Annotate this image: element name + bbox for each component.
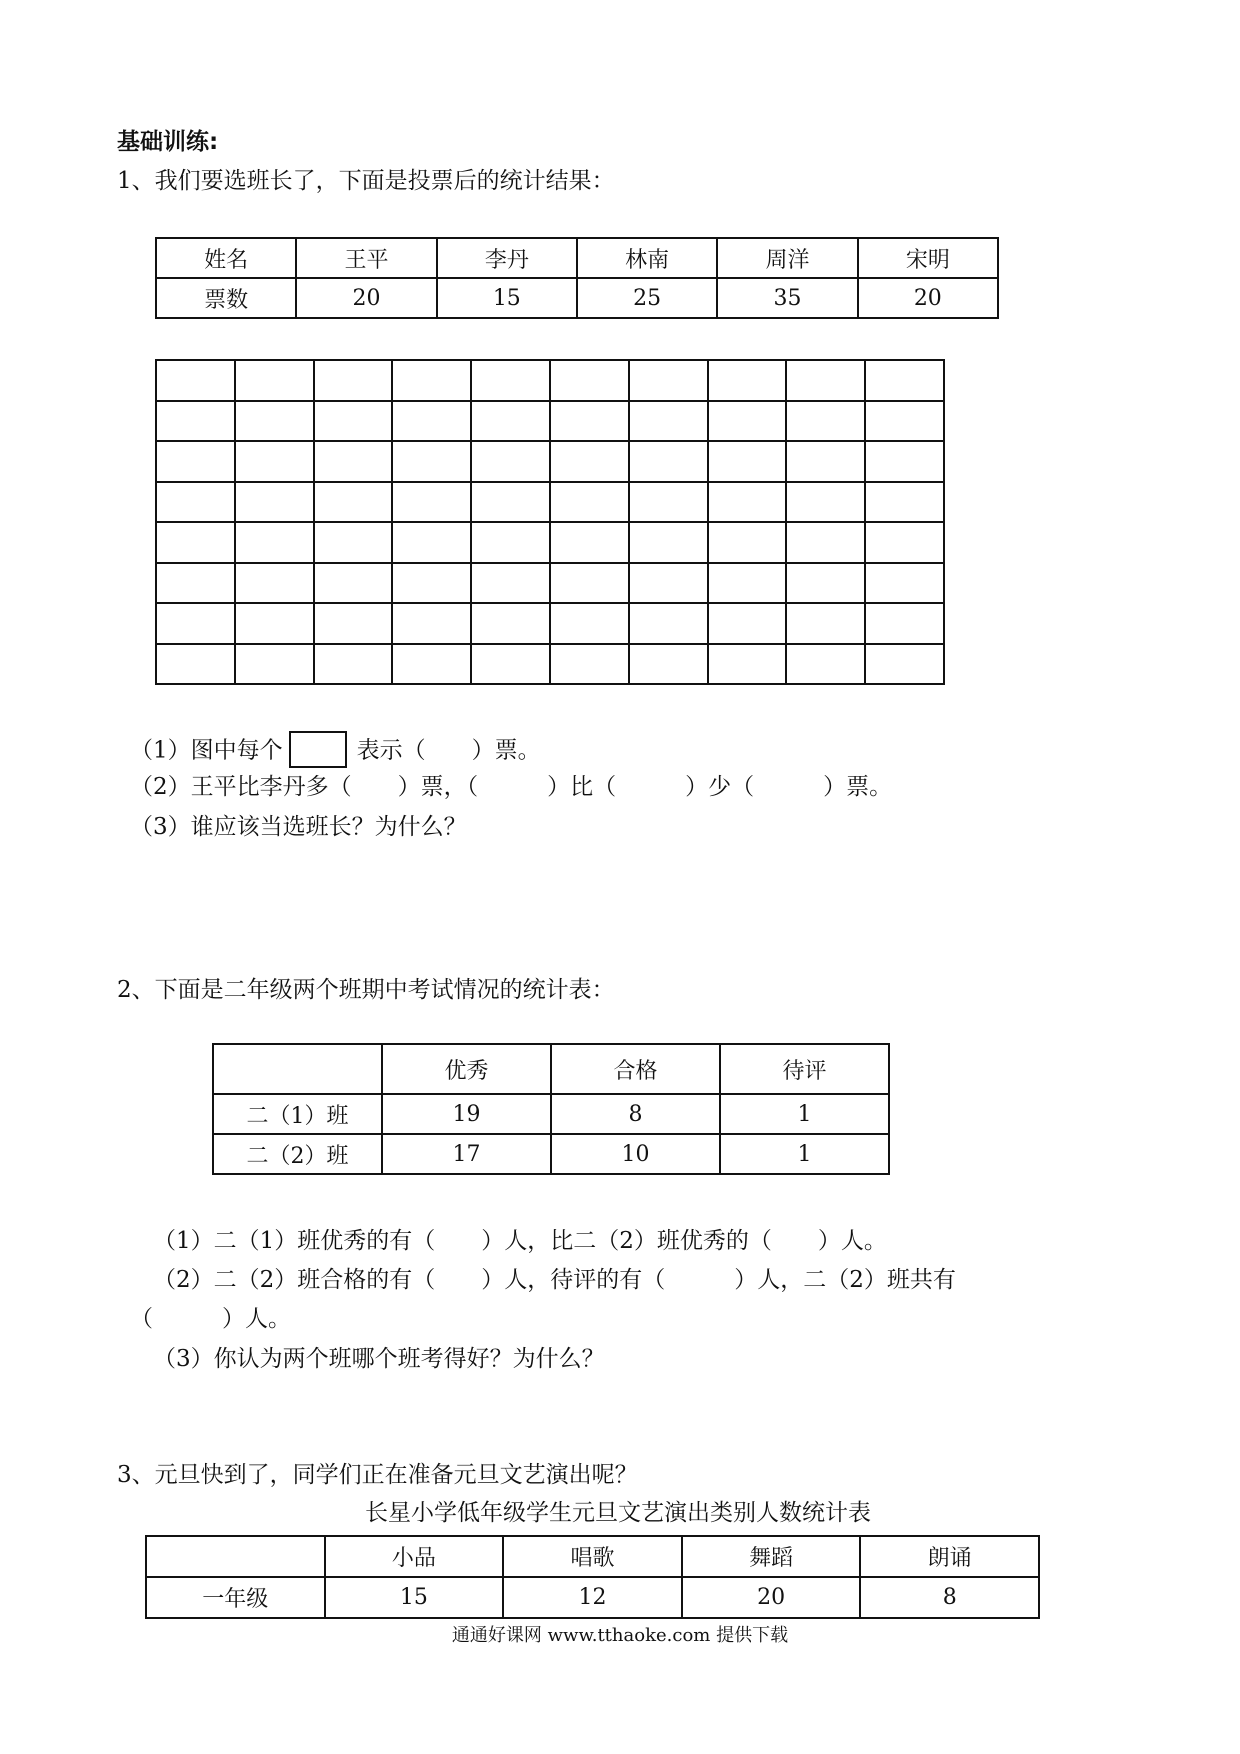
grid-cell — [708, 522, 787, 563]
grid-cell — [550, 401, 629, 442]
grid-cell — [865, 360, 944, 401]
grid-cell — [865, 401, 944, 442]
grid-cell — [629, 401, 708, 442]
grid-cell — [471, 603, 550, 644]
grid-cell — [471, 644, 550, 685]
grid-cell — [314, 401, 393, 442]
grid-cell — [550, 360, 629, 401]
exam-table — [212, 1043, 890, 1175]
table-row — [156, 278, 998, 318]
grid-cell — [786, 563, 865, 604]
grid-row — [156, 401, 944, 442]
grid-row — [156, 441, 944, 482]
table-row — [213, 1134, 889, 1174]
table-cell: 宋明 — [858, 238, 998, 278]
table-cell — [146, 1536, 325, 1577]
grid-cell — [156, 522, 235, 563]
q1-sub1-suffix: 表示（ ）票。 — [356, 737, 541, 764]
table-cell: 25 — [577, 278, 717, 318]
table-cell: 20 — [682, 1577, 861, 1618]
grid-cell — [235, 401, 314, 442]
grid-row — [156, 482, 944, 523]
grid-cell — [392, 563, 471, 604]
grid-row — [156, 603, 944, 644]
grid-cell — [550, 441, 629, 482]
grid-cell — [392, 522, 471, 563]
grid-cell — [471, 563, 550, 604]
table-cell: 姓名 — [156, 238, 296, 278]
grid-cell — [392, 603, 471, 644]
grid-cell — [865, 482, 944, 523]
table-cell: 20 — [296, 278, 436, 318]
q1-sub1-prefix: （1）图中每个 — [130, 737, 283, 764]
grid-cell — [629, 441, 708, 482]
table-cell: 一年级 — [146, 1577, 325, 1618]
grid-row — [156, 522, 944, 563]
table-cell: 1 — [720, 1094, 889, 1134]
table-row — [146, 1536, 1039, 1577]
grid-row — [156, 360, 944, 401]
grid-cell — [708, 563, 787, 604]
grid-cell — [314, 603, 393, 644]
grid-cell — [550, 522, 629, 563]
table-cell: 票数 — [156, 278, 296, 318]
grid-cell — [629, 360, 708, 401]
table-cell: 王平 — [296, 238, 436, 278]
grid-cell — [865, 563, 944, 604]
table-cell: 8 — [860, 1577, 1039, 1618]
q1-stem: 1、我们要选班长了，下面是投票后的统计结果： — [117, 168, 615, 194]
grid-cell — [235, 644, 314, 685]
q1-sub1 — [130, 731, 541, 772]
table-row — [146, 1577, 1039, 1618]
grid-cell — [471, 441, 550, 482]
grid-cell — [471, 522, 550, 563]
grid-square-icon — [289, 731, 347, 768]
grid-cell — [314, 522, 393, 563]
q3-stem: 3、元旦快到了，同学们正在准备元旦文艺演出呢？ — [117, 1462, 638, 1488]
grid-cell — [392, 482, 471, 523]
grid-cell — [550, 644, 629, 685]
grid-cell — [865, 441, 944, 482]
grid-cell — [708, 644, 787, 685]
table-cell: 林南 — [577, 238, 717, 278]
grid-cell — [471, 482, 550, 523]
grid-cell — [235, 482, 314, 523]
grid-cell — [314, 360, 393, 401]
table-cell: 合格 — [551, 1044, 720, 1094]
table-row — [213, 1044, 889, 1094]
grid-cell — [156, 360, 235, 401]
grid-cell — [314, 482, 393, 523]
grid-cell — [235, 603, 314, 644]
grid-cell — [629, 522, 708, 563]
grid-cell — [865, 603, 944, 644]
table-cell: 1 — [720, 1134, 889, 1174]
grid-cell — [392, 441, 471, 482]
grid-cell — [235, 522, 314, 563]
grid-row — [156, 563, 944, 604]
grid-cell — [865, 522, 944, 563]
grid-cell — [786, 522, 865, 563]
table-cell: 8 — [551, 1094, 720, 1134]
section-title: 基础训练: — [117, 129, 219, 155]
table-cell: 待评 — [720, 1044, 889, 1094]
grid-cell — [156, 603, 235, 644]
grid-cell — [629, 603, 708, 644]
grid-cell — [314, 441, 393, 482]
grid-row — [156, 644, 944, 685]
grid-cell — [235, 441, 314, 482]
grid-cell — [156, 563, 235, 604]
grid-cell — [235, 563, 314, 604]
table-cell: 唱歌 — [503, 1536, 682, 1577]
footer-credit: 通通好课网 www.tthaoke.com 提供下载 — [451, 1625, 789, 1646]
q1-sub3: （3）谁应该当选班长？为什么？ — [130, 814, 467, 840]
performance-table — [145, 1535, 1040, 1619]
table-cell: 二（2）班 — [213, 1134, 382, 1174]
grid-cell — [629, 482, 708, 523]
grid-cell — [708, 603, 787, 644]
grid-cell — [708, 482, 787, 523]
table-cell: 李丹 — [437, 238, 577, 278]
grid-cell — [629, 644, 708, 685]
blank-chart-grid — [155, 359, 945, 685]
grid-cell — [314, 563, 393, 604]
table-row — [156, 238, 998, 278]
table-cell: 优秀 — [382, 1044, 551, 1094]
table-cell: 19 — [382, 1094, 551, 1134]
grid-cell — [156, 644, 235, 685]
vote-table — [155, 237, 999, 319]
grid-cell — [786, 603, 865, 644]
grid-cell — [314, 644, 393, 685]
grid-cell — [786, 482, 865, 523]
table-cell: 周洋 — [717, 238, 857, 278]
q2-sub2-line1: （2）二（2）班合格的有（ ）人，待评的有（ ）人，二（2）班共有 — [153, 1267, 956, 1293]
grid-cell — [392, 360, 471, 401]
q2-stem: 2、下面是二年级两个班期中考试情况的统计表： — [117, 977, 615, 1003]
grid-cell — [708, 441, 787, 482]
grid-cell — [550, 563, 629, 604]
grid-cell — [471, 360, 550, 401]
grid-cell — [235, 360, 314, 401]
grid-cell — [786, 360, 865, 401]
q2-sub3: （3）你认为两个班哪个班考得好？为什么？ — [153, 1346, 605, 1372]
grid-cell — [550, 482, 629, 523]
grid-cell — [392, 401, 471, 442]
table-cell: 17 — [382, 1134, 551, 1174]
table-cell — [213, 1044, 382, 1094]
q2-sub2-line2: （ ）人。 — [130, 1306, 291, 1332]
table-cell: 10 — [551, 1134, 720, 1174]
table-cell: 20 — [858, 278, 998, 318]
grid-cell — [156, 401, 235, 442]
grid-cell — [786, 401, 865, 442]
table-cell: 12 — [503, 1577, 682, 1618]
table-cell: 二（1）班 — [213, 1094, 382, 1134]
table-cell: 15 — [325, 1577, 504, 1618]
grid-cell — [156, 441, 235, 482]
q3-table-title: 长星小学低年级学生元旦文艺演出类别人数统计表 — [365, 1500, 871, 1526]
grid-cell — [708, 360, 787, 401]
table-row — [213, 1094, 889, 1134]
grid-cell — [786, 441, 865, 482]
grid-cell — [392, 644, 471, 685]
table-cell: 朗诵 — [860, 1536, 1039, 1577]
grid-cell — [786, 644, 865, 685]
table-cell: 小品 — [325, 1536, 504, 1577]
grid-cell — [156, 482, 235, 523]
q1-sub2: （2）王平比李丹多（ ）票，（ ）比（ ）少（ ）票。 — [130, 774, 893, 800]
table-cell: 15 — [437, 278, 577, 318]
q2-sub1: （1）二（1）班优秀的有（ ）人，比二（2）班优秀的（ ）人。 — [153, 1228, 887, 1254]
grid-cell — [629, 563, 708, 604]
grid-cell — [865, 644, 944, 685]
table-cell: 舞蹈 — [682, 1536, 861, 1577]
grid-cell — [708, 401, 787, 442]
grid-cell — [550, 603, 629, 644]
grid-cell — [471, 401, 550, 442]
table-cell: 35 — [717, 278, 857, 318]
